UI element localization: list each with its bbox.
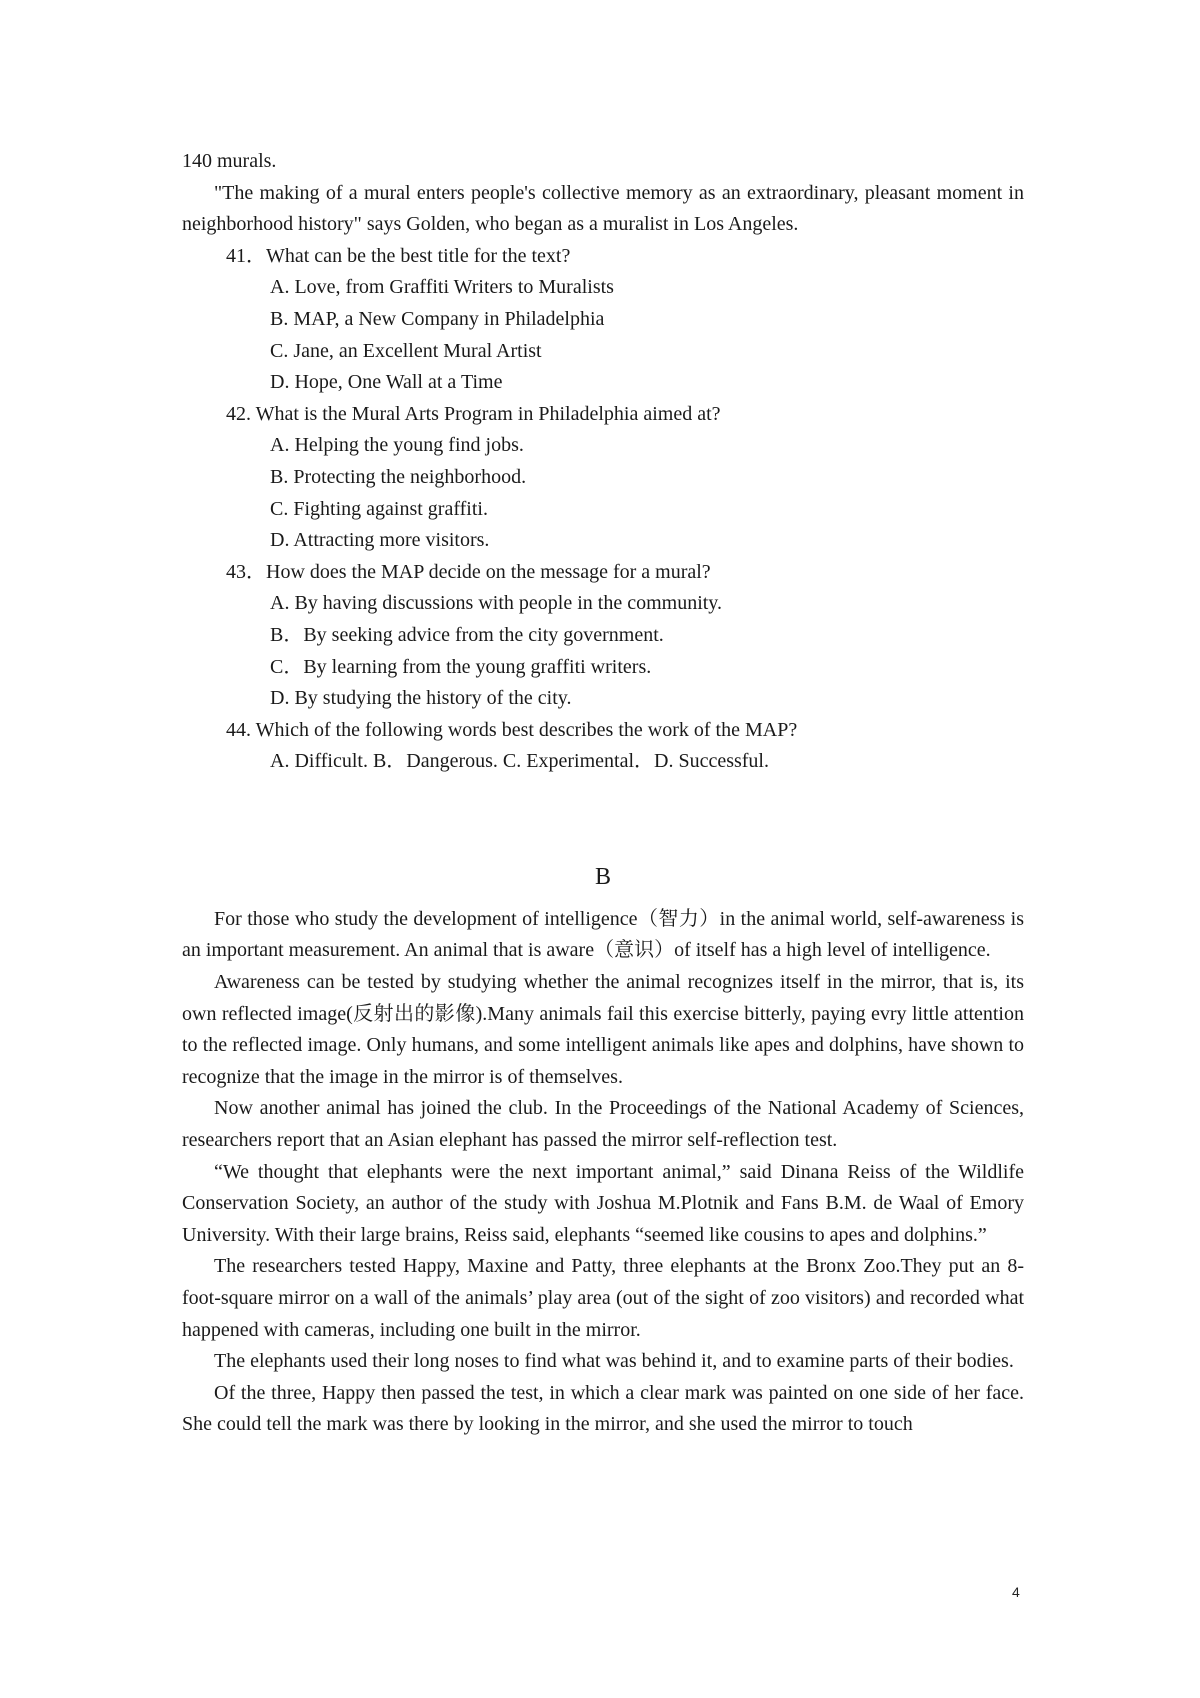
page-content bbox=[182, 146, 1024, 1441]
section-b-paragraph: For those who study the development of intelligence（智力）in the animal world, self-awareness is an important measurement. An animal that is aware（意识）of itself has a high level of intelligence. bbox=[182, 907, 1024, 962]
question-stem: 42. What is the Mural Arts Program in Philadelphia aimed at? bbox=[226, 402, 721, 425]
question-option: C. Fighting against graffiti. bbox=[270, 497, 488, 520]
question-stem: 41．What can be the best title for the text? bbox=[226, 244, 571, 267]
section-b-paragraph: Awareness can be tested by studying whether the animal recognizes itself in the mirror, that is, its own reflected image(反射出的影像).Many animals fail this exercise bitterly, paying evry little attention to the reflected image. Only humans, and some intelligent animals like apes and dolphins, have shown to recognize that the image in the mirror is of themselves. bbox=[182, 971, 1024, 1088]
question-stem: 44. Which of the following words best describes the work of the MAP? bbox=[226, 718, 798, 741]
question-option: D. By studying the history of the city. bbox=[270, 687, 572, 710]
question-option: A. Love, from Graffiti Writers to Muralists bbox=[270, 276, 614, 299]
question-option: B. Protecting the neighborhood. bbox=[270, 465, 527, 488]
section-b-paragraph: Of the three, Happy then passed the test, in which a clear mark was painted on one side of her face. She could tell the mark was there by looking in the mirror, and she used the mirror to touch bbox=[182, 1381, 1024, 1436]
question-43 bbox=[182, 557, 1024, 715]
passage-a-quote-paragraph: "The making of a mural enters people's collective memory as an extraordinary, pleasant moment in neighborhood history" says Golden, who began as a muralist in Los Angeles. bbox=[182, 181, 1024, 236]
section-b-paragraph: Now another animal has joined the club. In the Proceedings of the National Academy of Sciences, researchers report that an Asian elephant has passed the mirror self-reflection test. bbox=[182, 1097, 1024, 1152]
section-heading-b: B bbox=[594, 863, 611, 890]
question-option: C. Jane, an Excellent Mural Artist bbox=[270, 339, 542, 362]
question-option: D. Attracting more visitors. bbox=[270, 529, 490, 552]
question-option: A. Helping the young find jobs. bbox=[270, 434, 524, 457]
question-option: B．By seeking advice from the city government. bbox=[270, 623, 664, 646]
question-stem: 43．How does the MAP decide on the message for a mural? bbox=[226, 560, 711, 583]
question-41 bbox=[182, 241, 1024, 399]
section-b-paragraph: The researchers tested Happy, Maxine and Patty, three elephants at the Bronx Zoo.They put an 8-foot-square mirror on a wall of the animals’ play area (out of the sight of zoo visitors) and recorded what happened with cameras, including one built in the mirror. bbox=[182, 1255, 1024, 1341]
question-option: A. Difficult. B．Dangerous. C. Experimental．D. Successful. bbox=[270, 750, 769, 773]
section-b-paragraph: “We thought that elephants were the next important animal,” said Dinana Reiss of the Wildlife Conservation Society, an author of the study with Joshua M.Plotnik and Fans B.M. de Waal of Emory University. With their large brains, Reiss said, elephants “seemed like cousins to apes and dolphins.” bbox=[182, 1160, 1024, 1246]
question-option: C．By learning from the young graffiti writers. bbox=[270, 655, 652, 678]
passage-a-tail-line: 140 murals. bbox=[182, 150, 277, 172]
question-option: A. By having discussions with people in the community. bbox=[270, 592, 723, 615]
question-option: B. MAP, a New Company in Philadelphia bbox=[270, 307, 605, 330]
question-option: D. Hope, One Wall at a Time bbox=[270, 371, 503, 394]
section-b-paragraph: The elephants used their long noses to find what was behind it, and to examine parts of their bodies. bbox=[214, 1350, 1014, 1373]
question-44 bbox=[182, 715, 1024, 778]
page-number: 4 bbox=[1012, 1584, 1020, 1600]
question-42 bbox=[182, 399, 1024, 557]
